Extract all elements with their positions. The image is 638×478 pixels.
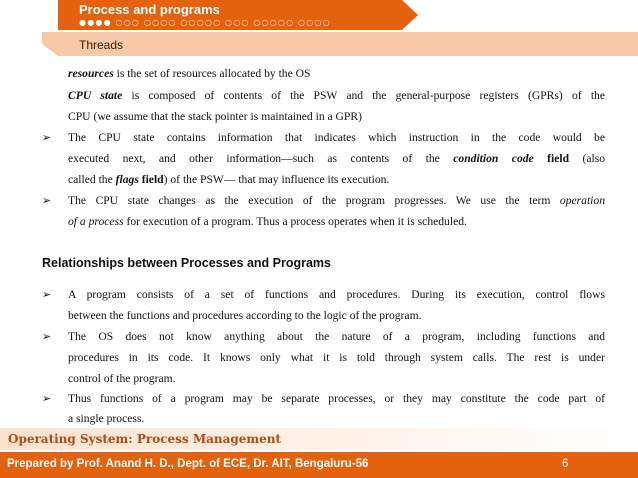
progress-dot-empty-icon[interactable]: ○ — [225, 18, 234, 27]
progress-dot-empty-icon[interactable]: ○ — [213, 18, 222, 27]
footer-author: Prepared by Prof. Anand H. D., Dept. of ECE, Dr. AIT, Bengaluru-56 — [7, 458, 369, 470]
term-flags: flags — [115, 173, 139, 186]
progress-dot-empty-icon[interactable]: ○ — [286, 18, 295, 27]
text-line: The OS does not know anything about the nature of a program, including functions and — [68, 330, 605, 343]
text-line: called the flags field) of the PSW— that may influence its execution. — [68, 173, 390, 186]
text-line: executed next, and other information—such as contents of the condition code field (also — [68, 152, 606, 165]
slide-title: Process and programs — [79, 2, 220, 17]
progress-dot-empty-icon[interactable]: ○ — [241, 18, 250, 27]
text-line: CPU state is composed of contents of the PSW and the general-purpose registers (GPRs) of the — [68, 89, 605, 102]
term-resources: resources — [68, 67, 114, 80]
term-cpu-state: CPU state — [68, 89, 123, 102]
progress-dot-empty-icon[interactable]: ○ — [204, 18, 214, 27]
progress-dot-empty-icon[interactable]: ○ — [253, 18, 262, 27]
progress-dot-empty-icon[interactable]: ○ — [143, 18, 152, 27]
text-line: resources is the set of resources allocated by the OS — [68, 67, 311, 80]
bullet-arrow-icon: ➢ — [42, 392, 52, 405]
term-of-a-process: of a process — [68, 215, 124, 228]
progress-dot-empty-icon[interactable]: ○ — [152, 18, 161, 27]
progress-dot-filled-icon[interactable]: ● — [87, 18, 96, 27]
bullet-arrow-icon: ➢ — [42, 288, 52, 301]
progress-dots — [79, 18, 331, 27]
slide-header — [0, 0, 638, 58]
text-line: The CPU state changes as the execution of the program progresses. We use the term operation — [68, 194, 605, 207]
text-line: procedures in its code. It knows only what it is told through system calls. The rest is under — [68, 351, 605, 364]
text-line: CPU (we assume that the stack pointer is maintained in a GPR) — [68, 110, 362, 123]
header-subtitle-band — [42, 32, 638, 56]
progress-dot-empty-icon[interactable]: ○ — [115, 18, 124, 27]
bullet-arrow-icon: ➢ — [42, 194, 52, 207]
text-line: between the functions and procedures according to the logic of the program. — [68, 309, 422, 322]
text-line: The CPU state contains information that indicates which instruction in the code would be — [68, 131, 605, 144]
term-condition-code: condition code — [453, 152, 534, 165]
progress-dot-filled-icon[interactable]: ● — [95, 18, 104, 27]
text-line: control of the program. — [68, 372, 176, 385]
progress-dot-empty-icon[interactable]: ○ — [180, 18, 189, 27]
progress-dot-empty-icon[interactable]: ○ — [188, 18, 197, 27]
bullet-arrow-icon: ➢ — [42, 131, 52, 144]
progress-dot-empty-icon[interactable]: ○ — [306, 18, 315, 27]
progress-dot-empty-icon[interactable]: ○ — [233, 18, 242, 27]
text-line: Thus functions of a program may be separate processes, or they may constitute the code part of — [68, 392, 605, 405]
section-heading: Relationships between Processes and Programs — [42, 256, 331, 270]
progress-dot-filled-icon[interactable]: ● — [103, 18, 112, 27]
text-line: a single process. — [68, 412, 145, 425]
progress-dot-empty-icon[interactable]: ○ — [123, 18, 132, 27]
footer-course-title: Operating System: Process Management — [8, 432, 282, 446]
progress-dot-empty-icon[interactable]: ○ — [314, 18, 323, 27]
progress-dot-empty-icon[interactable]: ○ — [277, 18, 287, 27]
progress-dot-empty-icon[interactable]: ○ — [131, 18, 141, 27]
term-operation: operation — [559, 194, 605, 207]
text-line: A program consists of a set of functions and procedures. During its execution, control flows — [68, 288, 605, 301]
slide-subtitle: Threads — [79, 38, 124, 52]
progress-dot-empty-icon[interactable]: ○ — [269, 18, 278, 27]
progress-dot-empty-icon[interactable]: ○ — [168, 18, 177, 27]
text-line: of a process for execution of a program. Thus a process operates when it is scheduled. — [68, 215, 467, 228]
progress-dot-empty-icon[interactable]: ○ — [196, 18, 205, 27]
progress-dot-empty-icon[interactable]: ○ — [322, 18, 331, 27]
progress-dot-empty-icon[interactable]: ○ — [298, 18, 307, 27]
bullet-arrow-icon: ➢ — [42, 330, 52, 343]
progress-dot-filled-icon[interactable]: ● — [79, 18, 88, 27]
progress-dot-empty-icon[interactable]: ○ — [261, 18, 270, 27]
progress-dot-empty-icon[interactable]: ○ — [160, 18, 169, 27]
page-number: 6 — [562, 458, 569, 470]
